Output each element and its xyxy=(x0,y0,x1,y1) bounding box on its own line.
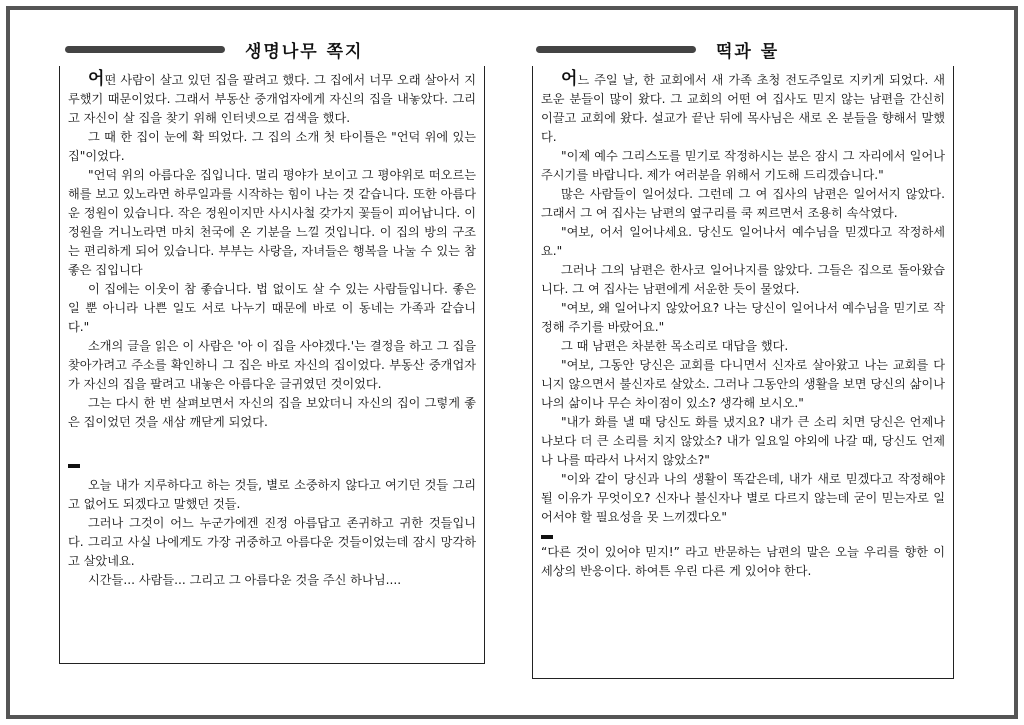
left-article xyxy=(59,66,485,664)
paragraph: 어떤 사람이 살고 있던 집을 팔려고 했다. 그 집에서 너무 오래 살아서 지루했기 때문이었다. 그래서 부동산 중개업자에게 자신의 집을 내놓았다. 그리고 자신이 살 집을 찾기 위해 인터넷으로 검색을 했다. xyxy=(68,69,476,125)
left-header xyxy=(65,34,363,64)
paragraph: 시간들... 사람들... 그리고 그 아름다운 것을 주신 하나님.... xyxy=(88,573,402,587)
paragraph: "이와 같이 당신과 나의 생활이 똑같은데, 내가 새로 믿겠다고 작정해야 될 이유가 무엇이오? 신자나 불신자나 별로 다르지 않는데 굳이 믿는자로 일어서야 할 필요성을 못 느끼겠다오" xyxy=(541,472,945,524)
left-title: 생명나무 쪽지 xyxy=(245,41,364,62)
paragraph: "여보, 왜 일어나지 않았어요? 나는 당신이 일어나서 예수님을 믿기로 작정해 주기를 바랐어요." xyxy=(541,301,945,334)
paragraph: 많은 사람들이 일어섰다. 그런데 그 여 집사의 남편은 일어서지 않았다. 그래서 그 여 집사는 남편의 옆구리를 쿡 찌르면서 조용히 속삭였다. xyxy=(541,187,945,220)
paragraph: 어느 주일 날, 한 교회에서 새 가족 초청 전도주일로 지키게 되었다. 새로운 분들이 많이 왔다. 그 교회의 어떤 여 집사도 믿지 않는 남편을 간신히 이끌고 교회에 왔다. 설교가 끝난 뒤에 목사님은 새로 온 분들을 향해서 말했다. xyxy=(541,69,945,144)
paragraph: 이 집에는 이웃이 참 좋습니다. 법 없이도 살 수 있는 사람들입니다. 좋은 일 뿐 아니라 나쁜 일도 서로 나누기 때문에 바로 이 동네는 가족과 같습니다." xyxy=(68,282,476,334)
paragraph: "언덕 위의 아름다운 집입니다. 멀리 평야가 보이고 그 평야위로 떠오르는 해를 보고 있노라면 하루일과를 시작하는 힘이 나는 것 같습니다. 또한 아름다운 정원이 있습니다. 작은 정원이지만 사시사철 갖가지 꽃들이 피어납니다. 이 정원을 거니노라면 마치 천국에 온 기분을 느낄 것입니다. 이 집의 방의 구조는 편리하게 되어 있습니다. 부부는 사랑을, 자녀들은 행복을 나눌 수 있는 참 좋은 집입니다 xyxy=(68,168,476,277)
paragraph: "이제 예수 그리스도를 믿기로 작정하시는 분은 잠시 그 자리에서 일어나 주시기를 바랍니다. 제가 여러분을 위해서 기도해 드리겠습니다." xyxy=(541,149,945,182)
paragraph: “다른 것이 있어야 믿지!” 라고 반문하는 남편의 말은 오늘 우리를 향한 이 세상의 반응이다. 하여튼 우린 다른 게 있어야 한다. xyxy=(541,545,945,578)
paragraph: "여보, 그동안 당신은 교회를 다니면서 신자로 살아왔고 나는 교회를 다니지 않으면서 불신자로 살았소. 그러나 그동안의 생활을 보면 당신의 삶이나 나의 삶이나 무슨 차이점이 있소? 생각해 보시오." xyxy=(541,358,945,410)
paragraph: "여보, 어서 일어나세요. 당신도 일어나서 예수님을 믿겠다고 작정하세요." xyxy=(541,225,945,258)
paragraph: 오늘 내가 지루하다고 하는 것들, 별로 소중하지 않다고 여기던 것들 그리고 없어도 되겠다고 말했던 것들. xyxy=(68,478,476,511)
paragraph: 그러나 그것이 어느 누군가에겐 진정 아름답고 존귀하고 귀한 것들입니다. 그리고 사실 나에게도 가장 귀중하고 아름다운 것들이었는데 잠시 망각하고 살았네요. xyxy=(68,516,476,568)
paragraph: "내가 화를 낼 때 당신도 화를 냈지요? 내가 큰 소리 치면 당신은 언제나 나보다 더 큰 소리를 치지 않았소? 내가 일요일 야외에 나갈 때, 당신도 언제나 나를 따라서 나서지 않았소?" xyxy=(541,415,945,467)
right-header xyxy=(536,34,779,64)
paragraph: 그러나 그의 남편은 한사코 일어나지를 않았다. 그들은 집으로 돌아왔습니다. 그 여 집사는 남편에게 서운한 듯이 물었다. xyxy=(541,263,945,296)
paragraph: 소개의 글을 읽은 이 사람은 '아 이 집을 사야겠다.'는 결정을 하고 그 집을 찾아가려고 주소를 확인하니 그 집은 바로 자신의 집이었다. 부동산 중개업자가 자신의 집을 팔려고 내놓은 아름다운 글귀였던 것이었다. xyxy=(68,339,476,391)
right-title: 떡과 물 xyxy=(716,41,780,62)
right-article xyxy=(532,66,954,679)
header-bar xyxy=(536,46,696,53)
header-bar xyxy=(65,46,225,53)
section-dash xyxy=(68,464,80,468)
paragraph: 그 때 한 집이 눈에 확 띄었다. 그 집의 소개 첫 타이틀은 "언덕 위에 있는 집"이었다. xyxy=(68,130,476,163)
paragraph: 그는 다시 한 번 살펴보면서 자신의 집을 보았더니 자신의 집이 그렇게 좋은 집이었던 것을 새삼 깨닫게 되었다. xyxy=(68,396,476,429)
section-dash xyxy=(541,535,553,539)
paragraph: 그 때 남편은 차분한 목소리로 대답을 했다. xyxy=(561,339,789,353)
